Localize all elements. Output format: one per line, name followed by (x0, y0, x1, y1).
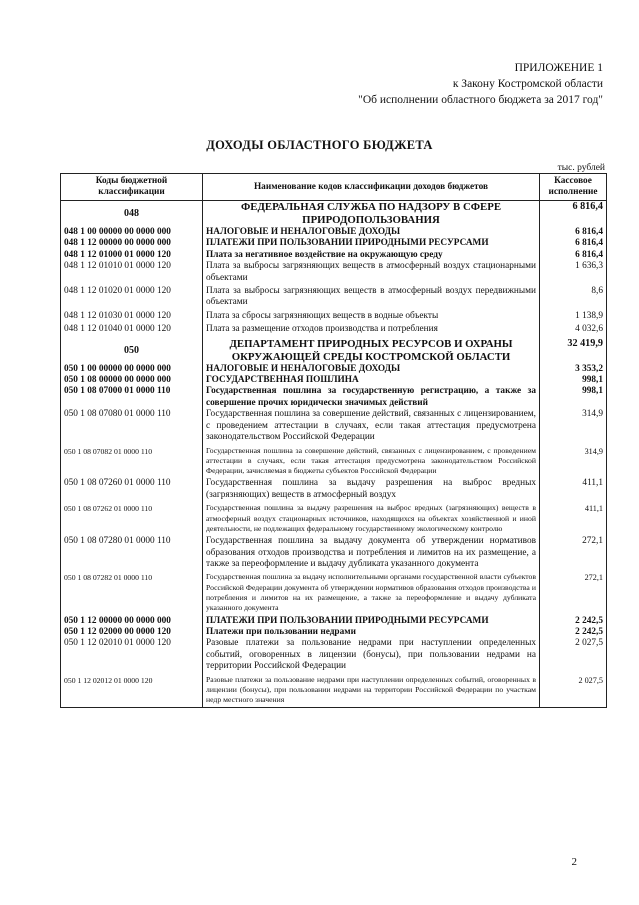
table-row (61, 364, 607, 375)
header-name: Наименование кодов классификации доходов бюджетов (203, 174, 540, 201)
name-cell: ГОСУДАРСТВЕННАЯ ПОШЛИНА (203, 375, 540, 386)
code-cell: 050 1 00 00000 00 0000 000 (61, 364, 203, 375)
amount-cell: 1 138,9 (540, 311, 607, 324)
amount-cell: 6 816,4 (540, 227, 607, 238)
code-cell: 050 1 08 07260 01 0000 110 (61, 478, 203, 503)
units-label: тыс. рублей (557, 163, 605, 173)
table-row (61, 386, 607, 409)
name-cell: ПЛАТЕЖИ ПРИ ПОЛЬЗОВАНИИ ПРИРОДНЫМИ РЕСУРСАМИ (203, 616, 540, 627)
amount-cell: 314,9 (540, 409, 607, 445)
name-cell: ПЛАТЕЖИ ПРИ ПОЛЬЗОВАНИИ ПРИРОДНЫМИ РЕСУРСАМИ (203, 238, 540, 249)
amount-cell: 314,9 (540, 446, 607, 479)
table-row (61, 261, 607, 286)
name-cell: ДЕПАРТАМЕНТ ПРИРОДНЫХ РЕСУРСОВ И ОХРАНЫ ОКРУЖАЮЩЕЙ СРЕДЫ КОСТРОМСКОЙ ОБЛАСТИ (203, 338, 540, 364)
appendix-header (358, 60, 603, 108)
amount-cell: 998,1 (540, 386, 607, 409)
table-row (61, 638, 607, 674)
code-cell: 050 1 08 07082 01 0000 110 (61, 446, 203, 479)
code-cell: 048 1 12 01030 01 0000 120 (61, 311, 203, 324)
amount-cell: 2 027,5 (540, 675, 607, 708)
name-cell: Разовые платежи за пользование недрами при наступлении определенных событий, оговоренных в лицензии (бонусы), при пользовании недрами на территории Российской Федерации по участкам недр местного значения (203, 675, 540, 708)
amount-cell: 998,1 (540, 375, 607, 386)
table-body (61, 201, 607, 708)
amount-cell: 3 353,2 (540, 364, 607, 375)
amount-cell: 411,1 (540, 503, 607, 536)
table-row (61, 238, 607, 249)
code-cell: 050 1 12 02010 01 0000 120 (61, 638, 203, 674)
name-cell: Плата за сбросы загрязняющих веществ в водные объекты (203, 311, 540, 324)
name-cell: Государственная пошлина за выдачу разрешения на выброс вредных (загрязняющих) веществ в атмосферный воздух (203, 478, 540, 503)
table-row (61, 286, 607, 311)
table-row (61, 446, 607, 479)
header-code: Коды бюджетной классификации (61, 174, 203, 201)
table-row (61, 250, 607, 261)
amount-cell: 4 032,6 (540, 324, 607, 337)
table-row (61, 227, 607, 238)
name-cell: НАЛОГОВЫЕ И НЕНАЛОГОВЫЕ ДОХОДЫ (203, 227, 540, 238)
amount-cell: 272,1 (540, 536, 607, 572)
code-cell: 050 1 08 07262 01 0000 110 (61, 503, 203, 536)
code-cell: 048 1 12 00000 00 0000 000 (61, 238, 203, 249)
code-cell: 050 1 08 07080 01 0000 110 (61, 409, 203, 445)
name-cell: Плата за размещение отходов производства и потребления (203, 324, 540, 337)
name-cell: Плата за выбросы загрязняющих веществ в атмосферный воздух стационарными объектами (203, 261, 540, 286)
amount-cell: 2 242,5 (540, 627, 607, 638)
amount-cell: 32 419,9 (540, 338, 607, 364)
code-cell: 050 1 12 02012 01 0000 120 (61, 675, 203, 708)
code-cell: 050 1 12 02000 00 0000 120 (61, 627, 203, 638)
table-row (61, 311, 607, 324)
table-row (61, 324, 607, 337)
name-cell: Разовые платежи за пользование недрами при наступлении определенных событий, оговоренных в лицензии (бонусы), при пользовании недрами на территории Российской Федерации (203, 638, 540, 674)
table-row (61, 627, 607, 638)
amount-cell: 8,6 (540, 286, 607, 311)
code-cell: 048 1 12 01040 01 0000 120 (61, 324, 203, 337)
appendix-law-name: "Об исполнении областного бюджета за 2017 год" (358, 94, 603, 106)
page-number: 2 (571, 856, 577, 868)
name-cell: НАЛОГОВЫЕ И НЕНАЛОГОВЫЕ ДОХОДЫ (203, 364, 540, 375)
code-cell: 048 1 12 01020 01 0000 120 (61, 286, 203, 311)
table-header-row (61, 174, 607, 201)
code-cell: 050 1 08 07000 01 0000 110 (61, 386, 203, 409)
name-cell: Государственная пошлина за государственную регистрацию, а также за совершение прочих юридически значимых действий (203, 386, 540, 409)
amount-cell: 2 027,5 (540, 638, 607, 674)
appendix-title: ПРИЛОЖЕНИЕ 1 (514, 62, 603, 74)
agency-row (61, 201, 607, 228)
revenue-table (60, 173, 607, 708)
table-row (61, 675, 607, 708)
document-title: ДОХОДЫ ОБЛАСТНОГО БЮДЖЕТА (206, 138, 433, 152)
name-cell: Государственная пошлина за выдачу разрешения на выброс вредных (загрязняющих) веществ в атмосферный воздух стационарных источников, находящихся на объектах хозяйственной и иной деятельности, не подлежащих федеральному государственному экологическому контролю (203, 503, 540, 536)
header-amount: Кассовое исполнение (540, 174, 607, 201)
code-cell: 050 1 08 07282 01 0000 110 (61, 572, 203, 615)
amount-cell: 6 816,4 (540, 250, 607, 261)
amount-cell: 2 242,5 (540, 616, 607, 627)
code-cell: 048 1 12 01010 01 0000 120 (61, 261, 203, 286)
table-row (61, 375, 607, 386)
name-cell: Платежи при пользовании недрами (203, 627, 540, 638)
amount-cell: 272,1 (540, 572, 607, 615)
table-row (61, 409, 607, 445)
code-cell: 048 1 12 01000 01 0000 120 (61, 250, 203, 261)
code-cell: 048 1 00 00000 00 0000 000 (61, 227, 203, 238)
table-row (61, 616, 607, 627)
amount-cell: 1 636,3 (540, 261, 607, 286)
agency-row (61, 338, 607, 364)
amount-cell: 6 816,4 (540, 238, 607, 249)
table-row (61, 536, 607, 572)
name-cell: Плата за негативное воздействие на окружающую среду (203, 250, 540, 261)
code-cell: 050 1 08 00000 00 0000 000 (61, 375, 203, 386)
amount-cell: 411,1 (540, 478, 607, 503)
name-cell: Государственная пошлина за совершение действий, связанных с лицензированием, с проведением аттестации в случаях, если такая аттестация предусмотрена законодательством Российской Федерации (203, 409, 540, 445)
code-cell: 050 1 12 00000 00 0000 000 (61, 616, 203, 627)
table-row (61, 478, 607, 503)
name-cell: Плата за выбросы загрязняющих веществ в атмосферный воздух передвижными объектами (203, 286, 540, 311)
code-cell: 050 (61, 338, 203, 364)
code-cell: 050 1 08 07280 01 0000 110 (61, 536, 203, 572)
table-row (61, 503, 607, 536)
appendix-law-ref: к Закону Костромской области (452, 78, 603, 90)
amount-cell: 6 816,4 (540, 201, 607, 228)
name-cell: ФЕДЕРАЛЬНАЯ СЛУЖБА ПО НАДЗОРУ В СФЕРЕ ПРИРОДОПОЛЬЗОВАНИЯ (203, 201, 540, 228)
table-row (61, 572, 607, 615)
name-cell: Государственная пошлина за выдачу документа об утверждении нормативов образования отходов производства и потребления и лимитов на их размещение, а также за переоформление и выдачу дубликата указанного документа (203, 536, 540, 572)
name-cell: Государственная пошлина за выдачу исполнительными органами государственной власти субъектов Российской Федерации документа об утверждении нормативов образования отходов производства и потребления и лимитов на их размещение, а также за переоформление и выдачу дубликата указанного документа (203, 572, 540, 615)
code-cell: 048 (61, 201, 203, 228)
name-cell: Государственная пошлина за совершение действий, связанных с лицензированием, с проведением аттестации в случаях, если такая аттестация предусмотрена законодательством Российской Федерации, зачисляемая в бюджеты субъектов Российской Федерации (203, 446, 540, 479)
